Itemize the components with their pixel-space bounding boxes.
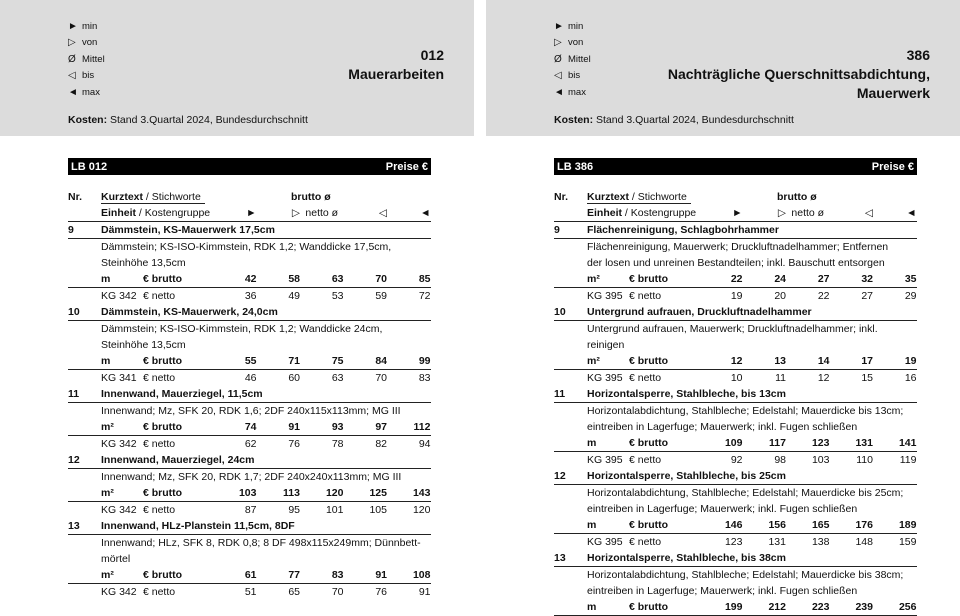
brutto-value: 83: [331, 569, 344, 581]
brutto-value: 156: [768, 519, 786, 531]
netto-label: € netto: [629, 290, 662, 302]
netto-value: 12: [817, 372, 830, 384]
item-title-row: [68, 304, 431, 321]
brutto-label: € brutto: [629, 519, 669, 531]
netto-value: 22: [817, 290, 830, 302]
netto-label: € netto: [629, 454, 662, 466]
cost-group: KG 342: [101, 504, 137, 516]
netto-value: 123: [724, 536, 743, 548]
legend-mittel: Ø Mittel: [68, 53, 105, 65]
item-title-row: [554, 550, 917, 567]
netto-value: 110: [856, 454, 873, 466]
brutto-row: [68, 567, 431, 584]
table-header-row-1: [68, 189, 431, 205]
item-title: Dämmstein, KS-Mauerwerk 17,5cm: [101, 224, 275, 236]
cost-group: KG 395: [587, 372, 623, 384]
brutto-value: 256: [898, 601, 917, 613]
item-description: Horizontalabdichtung, Stahlbleche; Edelstahl; Mauerdicke bis 38cm;: [587, 569, 904, 581]
header-einheit-label: Einheit: [587, 207, 623, 219]
brutto-value: 165: [811, 519, 830, 531]
legend-min: ► min: [68, 20, 98, 32]
netto-value: 138: [811, 536, 830, 548]
item-title-row: [554, 386, 917, 403]
brutto-value: 223: [811, 601, 830, 613]
item-title: Flächenreinigung, Schlagbohrhammer: [587, 224, 779, 236]
netto-value: 83: [418, 372, 431, 384]
brutto-value: 239: [855, 601, 873, 613]
netto-row: [554, 288, 917, 304]
brutto-row: [68, 485, 431, 502]
netto-value: 53: [331, 290, 344, 302]
brutto-row: [554, 517, 917, 534]
item-title-row: [554, 304, 917, 321]
legend-bis: ◁ bis: [68, 70, 95, 82]
item-title: Horizontalsperre, Stahlbleche, bis 25cm: [587, 470, 786, 482]
item-description: Steinhöhe 13,5cm: [101, 339, 186, 351]
header-brutto: brutto ø: [777, 191, 817, 203]
netto-value: 148: [855, 536, 873, 548]
price-table: [554, 189, 917, 616]
brutto-value: 22: [730, 273, 743, 285]
item-number: 11: [68, 388, 80, 400]
item-description: Horizontalabdichtung, Stahlbleche; Edelstahl; Mauerdicke bis 13cm;: [587, 405, 904, 417]
brutto-value: 143: [412, 487, 431, 499]
section-title: [668, 46, 930, 103]
item-number: 10: [554, 306, 566, 318]
brutto-value: 42: [244, 273, 257, 285]
triangle-filled-left-icon: ◄: [906, 207, 917, 219]
item-description: Innenwand; HLz, SFK 8, RDK 0,8; 8 DF 498x115x249mm; Dünnbett-: [101, 537, 421, 549]
brutto-value: 176: [855, 519, 873, 531]
item-title-row: [68, 452, 431, 469]
left-page: [0, 0, 474, 598]
brutto-row: [554, 599, 917, 616]
netto-label: € netto: [143, 290, 176, 302]
item-description: Flächenreinigung, Mauerwerk; Druckluftnadelhammer; Entfernen: [587, 241, 889, 253]
netto-row: [554, 534, 917, 550]
brutto-value: 74: [244, 421, 257, 433]
brutto-value: 199: [724, 601, 743, 613]
brutto-row: [68, 271, 431, 288]
brutto-value: 24: [774, 273, 786, 285]
brutto-value: 85: [418, 273, 431, 285]
unit: m: [101, 273, 111, 285]
item-description: eintreiben in Lagerfuge; Mauerwerk; inkl. Fugen schließen: [587, 503, 858, 515]
netto-value: 29: [904, 290, 917, 302]
brutto-value: 35: [904, 273, 917, 285]
netto-label: € netto: [143, 586, 176, 598]
item-description: der losen und unreinen Bestandteilen; inkl. Bauschutt entsorgen: [587, 257, 885, 269]
unit: m: [587, 601, 597, 613]
netto-label: € netto: [143, 438, 176, 450]
item-title: Untergrund aufrauen, Druckluftnadelhammer: [587, 306, 812, 318]
item-number: 13: [68, 520, 80, 532]
brutto-label: € brutto: [629, 355, 669, 367]
diameter-icon: Ø: [68, 53, 76, 65]
header-stichworte-label: / Stichworte: [143, 190, 201, 203]
netto-label: € netto: [143, 504, 176, 516]
brutto-value: 58: [288, 273, 300, 285]
header-kurztext-label: Kurztext: [101, 190, 144, 203]
netto-row: [554, 370, 917, 386]
netto-value: 101: [325, 504, 344, 516]
netto-value: 103: [811, 454, 830, 466]
unit: m: [587, 519, 597, 531]
brutto-value: 77: [288, 569, 300, 581]
netto-value: 63: [331, 372, 344, 384]
brutto-value: 14: [817, 355, 830, 367]
price-table: [68, 189, 431, 600]
triangle-outline-right-icon: ▷: [291, 207, 300, 219]
triangle-filled-right-icon: ►: [732, 207, 743, 219]
netto-label: € netto: [629, 536, 662, 548]
netto-value: 92: [730, 454, 743, 466]
item-description: Innenwand; Mz, SFK 20, RDK 1,7; 2DF 240x240x113mm; MG III: [101, 471, 402, 483]
brutto-value: 91: [288, 421, 300, 433]
header-brutto: brutto ø: [291, 191, 331, 203]
netto-label: € netto: [629, 372, 662, 384]
netto-value: 15: [861, 372, 873, 384]
item-title: Innenwand, HLz-Planstein 11,5cm, 8DF: [101, 520, 295, 532]
item-title: Innenwand, Mauerziegel, 11,5cm: [101, 388, 263, 400]
brutto-value: 131: [855, 437, 873, 449]
netto-value: 51: [244, 586, 257, 598]
netto-value: 119: [899, 454, 917, 466]
brutto-value: 146: [724, 519, 743, 531]
brutto-value: 103: [238, 487, 257, 499]
triangle-outline-right-icon: ▷: [777, 207, 786, 219]
netto-value: 20: [774, 290, 786, 302]
netto-value: 65: [288, 586, 300, 598]
header-nr: Nr.: [554, 191, 569, 203]
item-number: 10: [68, 306, 80, 318]
brutto-row: [68, 353, 431, 370]
prices-label: Preise €: [871, 160, 914, 173]
section-title: [348, 46, 444, 84]
header-einheit-label: Einheit: [101, 207, 137, 219]
triangle-filled-right-icon: ►: [554, 20, 564, 32]
header-kostengruppe-label: / Kostengruppe: [136, 207, 211, 219]
brutto-value: 117: [769, 437, 786, 449]
brutto-value: 113: [283, 487, 300, 499]
netto-value: 105: [369, 504, 387, 516]
lb-bar: [68, 158, 431, 175]
item-description: Steinhöhe 13,5cm: [101, 257, 186, 269]
table-header-row-1: [554, 189, 917, 205]
netto-row: [68, 288, 431, 304]
left-header: [0, 0, 474, 136]
brutto-value: 12: [730, 355, 743, 367]
triangle-outline-right-icon: ▷: [554, 37, 562, 49]
cost-group: KG 342: [101, 586, 137, 598]
netto-value: 87: [244, 504, 257, 516]
triangle-filled-left-icon: ◄: [420, 207, 431, 219]
brutto-value: 27: [817, 273, 830, 285]
lb-label: LB 386: [557, 160, 594, 173]
item-number: 13: [554, 552, 566, 564]
netto-value: 70: [331, 586, 344, 598]
brutto-value: 97: [375, 421, 387, 433]
brutto-value: 125: [369, 487, 387, 499]
brutto-value: 84: [375, 355, 387, 367]
brutto-value: 189: [898, 519, 917, 531]
brutto-row: [554, 271, 917, 288]
brutto-value: 108: [412, 569, 431, 581]
header-nr: Nr.: [68, 191, 83, 203]
brutto-row: [554, 353, 917, 370]
brutto-row: [554, 435, 917, 452]
item-description: Innenwand; Mz, SFK 20, RDK 1,6; 2DF 240x115x113mm; MG III: [101, 405, 401, 417]
netto-row: [554, 452, 917, 468]
right-page: [486, 0, 960, 613]
unit: m²: [101, 487, 114, 499]
cost-group: KG 341: [101, 372, 137, 384]
legend-mittel: Ø Mittel: [554, 53, 591, 65]
brutto-value: 212: [768, 601, 786, 613]
brutto-label: € brutto: [143, 355, 183, 367]
brutto-value: 55: [244, 355, 257, 367]
item-description: Dämmstein; KS-ISO-Kimmstein, RDK 1,2; Wanddicke 17,5cm,: [101, 241, 392, 253]
brutto-value: 13: [774, 355, 786, 367]
item-description: Horizontalabdichtung, Stahlbleche; Edelstahl; Mauerdicke bis 25cm;: [587, 487, 904, 499]
netto-label: € netto: [143, 372, 176, 384]
netto-value: 36: [244, 290, 257, 302]
netto-value: 59: [375, 290, 387, 302]
brutto-value: 112: [413, 421, 431, 433]
brutto-value: 61: [244, 569, 257, 581]
section-number: 386: [906, 47, 930, 63]
netto-value: 78: [331, 438, 344, 450]
unit: m²: [587, 355, 600, 367]
item-description: eintreiben in Lagerfuge; Mauerwerk; inkl. Fugen schließen: [587, 585, 858, 597]
brutto-label: € brutto: [143, 273, 183, 285]
legend: [554, 18, 634, 101]
triangle-filled-right-icon: ►: [68, 20, 78, 32]
cost-group: KG 395: [587, 454, 623, 466]
header-einheit: [587, 207, 699, 219]
unit: m²: [587, 273, 600, 285]
item-description: Untergrund aufrauen, Mauerwerk; Druckluftnadelhammer; inkl. reinigen: [587, 323, 878, 351]
unit: m²: [101, 569, 114, 581]
item-description: eintreiben in Lagerfuge; Mauerwerk; inkl. Fugen schließen: [587, 421, 858, 433]
unit: m: [101, 355, 111, 367]
brutto-value: 141: [898, 437, 917, 449]
brutto-row: [68, 419, 431, 436]
netto-value: 27: [861, 290, 873, 302]
netto-value: 94: [418, 438, 431, 450]
header-einheit: [101, 207, 213, 219]
netto-value: 120: [412, 504, 431, 516]
netto-value: 46: [244, 372, 257, 384]
triangle-outline-left-icon: ◁: [864, 207, 873, 219]
item-description: mörtel: [101, 553, 131, 565]
netto-value: 70: [375, 372, 387, 384]
triangle-filled-left-icon: ◄: [554, 86, 564, 98]
netto-value: 76: [375, 586, 387, 598]
cost-group: KG 342: [101, 438, 137, 450]
item-number: 12: [554, 470, 566, 482]
header-kurztext: [101, 191, 205, 204]
table-header-row-2: [554, 205, 917, 222]
brutto-label: € brutto: [629, 273, 669, 285]
netto-value: 19: [730, 290, 743, 302]
brutto-label: € brutto: [143, 569, 183, 581]
section-name-2: Mauerwerk: [856, 85, 930, 101]
brutto-value: 120: [325, 487, 344, 499]
netto-value: 131: [768, 536, 786, 548]
item-number: 9: [68, 224, 74, 236]
brutto-value: 93: [331, 421, 344, 433]
netto-value: 62: [244, 438, 257, 450]
header-kurztext-label: Kurztext: [587, 190, 630, 203]
item-title-row: [68, 518, 431, 535]
triangle-outline-right-icon: ▷: [68, 37, 76, 49]
netto-row: [68, 370, 431, 386]
header-stichworte-label: / Stichworte: [629, 190, 687, 203]
item-number: 11: [554, 388, 566, 400]
netto-row: [68, 436, 431, 452]
lb-label: LB 012: [71, 160, 108, 173]
legend-max: ◄ max: [554, 86, 586, 98]
brutto-value: 71: [288, 355, 300, 367]
triangle-filled-left-icon: ◄: [68, 86, 78, 98]
triangle-outline-left-icon: ◁: [68, 70, 76, 82]
legend-min: ► min: [554, 20, 584, 32]
netto-value: 76: [288, 438, 300, 450]
section-number: 012: [420, 47, 444, 63]
triangle-filled-right-icon: ►: [246, 207, 257, 219]
legend-max: ◄ max: [68, 86, 100, 98]
brutto-value: 19: [904, 355, 917, 367]
header-kurztext: [587, 191, 691, 204]
legend-bis: ◁ bis: [554, 70, 581, 82]
cost-group: KG 395: [587, 536, 623, 548]
legend-von: ▷ von: [68, 37, 98, 49]
right-header: [486, 0, 960, 136]
item-title: Horizontalsperre, Stahlbleche, bis 13cm: [587, 388, 786, 400]
brutto-value: 109: [724, 437, 743, 449]
item-number: 12: [68, 454, 80, 466]
legend-von: ▷ von: [554, 37, 584, 49]
cost-note: Kosten: Stand 3.Quartal 2024, Bundesdurchschnitt: [68, 114, 308, 126]
netto-value: 95: [288, 504, 300, 516]
netto-value: 16: [904, 372, 917, 384]
brutto-value: 17: [861, 355, 873, 367]
brutto-value: 70: [375, 273, 387, 285]
item-title: Horizontalsperre, Stahlbleche, bis 38cm: [587, 552, 786, 564]
cost-group: KG 395: [587, 290, 623, 302]
prices-label: Preise €: [385, 160, 428, 173]
netto-value: 10: [730, 372, 743, 384]
brutto-value: 32: [861, 273, 873, 285]
brutto-label: € brutto: [143, 421, 183, 433]
table-header-row-2: [68, 205, 431, 222]
brutto-value: 75: [331, 355, 344, 367]
brutto-value: 99: [418, 355, 431, 367]
unit: m²: [101, 421, 114, 433]
item-title-row: [68, 222, 431, 239]
netto-value: 82: [375, 438, 387, 450]
cost-note: Kosten: Stand 3.Quartal 2024, Bundesdurchschnitt: [554, 114, 794, 126]
item-title-row: [554, 468, 917, 485]
triangle-outline-left-icon: ◁: [378, 207, 387, 219]
unit: m: [587, 437, 597, 449]
brutto-label: € brutto: [629, 437, 669, 449]
header-netto: netto ø: [305, 207, 339, 219]
diameter-icon: Ø: [554, 53, 562, 65]
item-number: 9: [554, 224, 560, 236]
item-description: Dämmstein; KS-ISO-Kimmstein, RDK 1,2; Wanddicke 24cm,: [101, 323, 383, 335]
item-title: Innenwand, Mauerziegel, 24cm: [101, 454, 255, 466]
section-name: Mauerarbeiten: [348, 66, 444, 82]
netto-value: 98: [774, 454, 786, 466]
lb-bar: [554, 158, 917, 175]
brutto-value: 91: [375, 569, 387, 581]
netto-row: [68, 502, 431, 518]
section-name: Nachträgliche Querschnittsabdichtung,: [667, 66, 930, 82]
brutto-value: 123: [811, 437, 830, 449]
item-title-row: [554, 222, 917, 239]
legend: [68, 18, 148, 101]
triangle-outline-left-icon: ◁: [554, 70, 562, 82]
item-title: Dämmstein, KS-Mauerwerk, 24,0cm: [101, 306, 278, 318]
brutto-label: € brutto: [143, 487, 183, 499]
header-netto: netto ø: [791, 207, 825, 219]
netto-row: [68, 584, 431, 600]
netto-value: 159: [898, 536, 917, 548]
brutto-label: € brutto: [629, 601, 669, 613]
netto-value: 49: [288, 290, 300, 302]
item-title-row: [68, 386, 431, 403]
header-kostengruppe-label: / Kostengruppe: [622, 207, 697, 219]
netto-value: 60: [288, 372, 300, 384]
netto-value: 91: [418, 586, 431, 598]
netto-value: 11: [775, 372, 786, 384]
cost-group: KG 342: [101, 290, 137, 302]
netto-value: 72: [418, 290, 431, 302]
brutto-value: 63: [331, 273, 344, 285]
